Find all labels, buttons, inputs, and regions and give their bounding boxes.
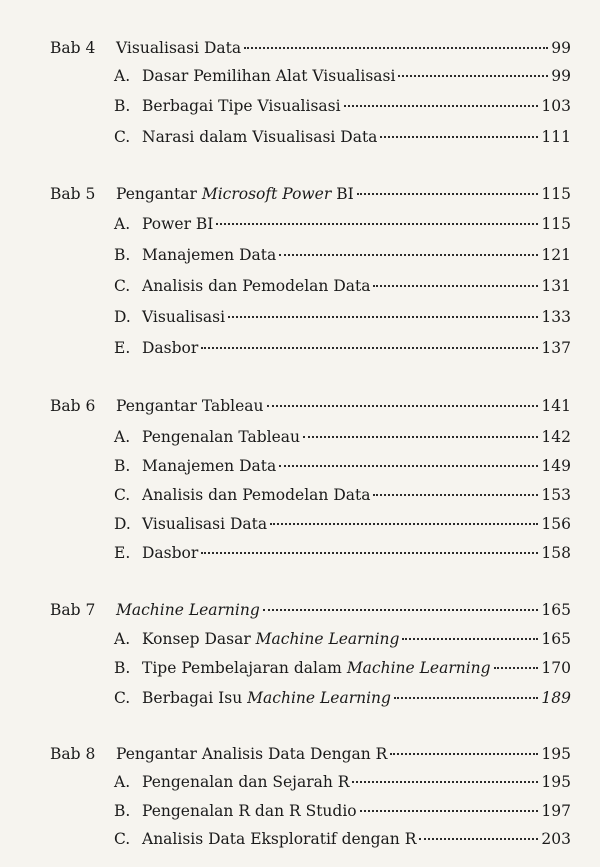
section-letter: E. [114, 544, 131, 562]
section-letter: E. [114, 339, 131, 357]
section-title: Pengenalan R dan R Studio [142, 802, 357, 820]
dot-leader [373, 285, 538, 287]
toc-chapter-5 [50, 184, 571, 204]
toc-section [114, 629, 571, 649]
section-title: Manajemen Data [142, 246, 277, 264]
dot-leader [263, 609, 539, 611]
toc-section [114, 127, 571, 147]
section-letter: A. [114, 215, 131, 233]
toc-section [114, 338, 571, 358]
dot-leader [344, 105, 539, 107]
section-title: Visualisasi Data [142, 515, 268, 533]
page-number: 153 [541, 486, 571, 504]
section-letter: B. [114, 659, 131, 677]
toc-section [114, 245, 571, 265]
section-letter: A. [114, 428, 131, 446]
page-number: 99 [551, 39, 571, 57]
toc-section [114, 456, 571, 476]
page-number: 195 [541, 745, 571, 763]
page-number: 99 [551, 67, 571, 85]
page-number: 133 [541, 308, 571, 326]
dot-leader [201, 347, 538, 349]
toc-section [114, 543, 571, 563]
dot-leader [279, 465, 538, 467]
section-letter: A. [114, 773, 131, 791]
page-number: 141 [541, 397, 571, 415]
toc-section [114, 214, 571, 234]
section-title: Manajemen Data [142, 457, 277, 475]
section-letter: B. [114, 97, 131, 115]
section-title: Visualisasi [142, 308, 226, 326]
toc-section [114, 307, 571, 327]
dot-leader [398, 75, 548, 77]
section-title: Pengenalan Tableau [142, 428, 300, 446]
section-title: Dasbor [142, 544, 199, 562]
dot-leader [394, 697, 538, 699]
page-number: 149 [541, 457, 571, 475]
toc-chapter-7 [50, 600, 571, 620]
section-letter: A. [114, 630, 131, 648]
section-title: Power BI [142, 215, 214, 233]
section-title: Tipe Pembelajaran dalam Machine Learning [142, 659, 491, 677]
page-number: 115 [541, 185, 571, 203]
page-number: 165 [541, 630, 571, 648]
chapter-label: Bab 5 [50, 185, 96, 203]
chapter-title: Pengantar Microsoft Power BI [116, 185, 354, 203]
dot-leader [390, 753, 538, 755]
page-number: 158 [541, 544, 571, 562]
dot-leader [419, 838, 538, 840]
page-number: 203 [541, 830, 571, 848]
page-number: 197 [541, 802, 571, 820]
dot-leader [279, 254, 538, 256]
page-number: 189 [541, 689, 571, 707]
page-number: 156 [541, 515, 571, 533]
dot-leader [360, 810, 539, 812]
section-letter: B. [114, 457, 131, 475]
section-title: Pengenalan dan Sejarah R [142, 773, 350, 791]
section-title: Konsep Dasar Machine Learning [142, 630, 400, 648]
section-title: Berbagai Tipe Visualisasi [142, 97, 341, 115]
toc-section [114, 276, 571, 296]
chapter-title: Pengantar Analisis Data Dengan R [116, 745, 388, 763]
toc-section [114, 829, 571, 849]
dot-leader [270, 523, 538, 525]
page-number: 103 [541, 97, 571, 115]
section-letter: C. [114, 128, 131, 146]
section-letter: A. [114, 67, 131, 85]
page-number: 111 [541, 128, 571, 146]
section-title: Analisis Data Eksploratif dengan R [142, 830, 417, 848]
dot-leader [228, 316, 538, 318]
dot-leader [357, 193, 539, 195]
page-number: 170 [541, 659, 571, 677]
dot-leader [373, 494, 538, 496]
toc-section [114, 772, 571, 792]
section-title: Dasar Pemilihan Alat Visualisasi [142, 67, 396, 85]
section-letter: C. [114, 486, 131, 504]
section-letter: B. [114, 246, 131, 264]
toc-section [114, 514, 571, 534]
toc-chapter-6 [50, 396, 571, 416]
page-number: 131 [541, 277, 571, 295]
chapter-label: Bab 7 [50, 601, 96, 619]
toc-section [114, 658, 571, 678]
page-number: 115 [541, 215, 571, 233]
chapter-title: Visualisasi Data [116, 39, 242, 57]
section-letter: D. [114, 515, 131, 533]
page-number: 165 [541, 601, 571, 619]
section-title: Analisis dan Pemodelan Data [142, 486, 371, 504]
section-letter: D. [114, 308, 131, 326]
toc-section [114, 801, 571, 821]
section-title: Narasi dalam Visualisasi Data [142, 128, 378, 146]
section-letter: C. [114, 277, 131, 295]
section-letter: C. [114, 830, 131, 848]
section-title: Berbagai Isu Machine Learning [142, 689, 391, 707]
dot-leader [216, 223, 538, 225]
dot-leader [303, 436, 538, 438]
page-number: 195 [541, 773, 571, 791]
dot-leader [352, 781, 538, 783]
chapter-label: Bab 8 [50, 745, 96, 763]
dot-leader [267, 405, 539, 407]
section-title: Analisis dan Pemodelan Data [142, 277, 371, 295]
section-title: Dasbor [142, 339, 199, 357]
dot-leader [494, 667, 539, 669]
chapter-title: Machine Learning [116, 601, 260, 619]
dot-leader [244, 47, 548, 49]
toc-section [114, 96, 571, 116]
dot-leader [201, 552, 538, 554]
section-letter: C. [114, 689, 131, 707]
chapter-label: Bab 6 [50, 397, 96, 415]
chapter-title: Pengantar Tableau [116, 397, 264, 415]
page-number: 121 [541, 246, 571, 264]
page-number: 137 [541, 339, 571, 357]
dot-leader [402, 638, 538, 640]
page-number: 142 [541, 428, 571, 446]
toc-section [114, 485, 571, 505]
section-letter: B. [114, 802, 131, 820]
toc-section [114, 427, 571, 447]
toc-section [114, 66, 571, 86]
dot-leader [380, 136, 538, 138]
toc-chapter-8 [50, 744, 571, 764]
toc-section [114, 688, 571, 708]
chapter-label: Bab 4 [50, 39, 96, 57]
toc-chapter-4 [50, 38, 571, 58]
